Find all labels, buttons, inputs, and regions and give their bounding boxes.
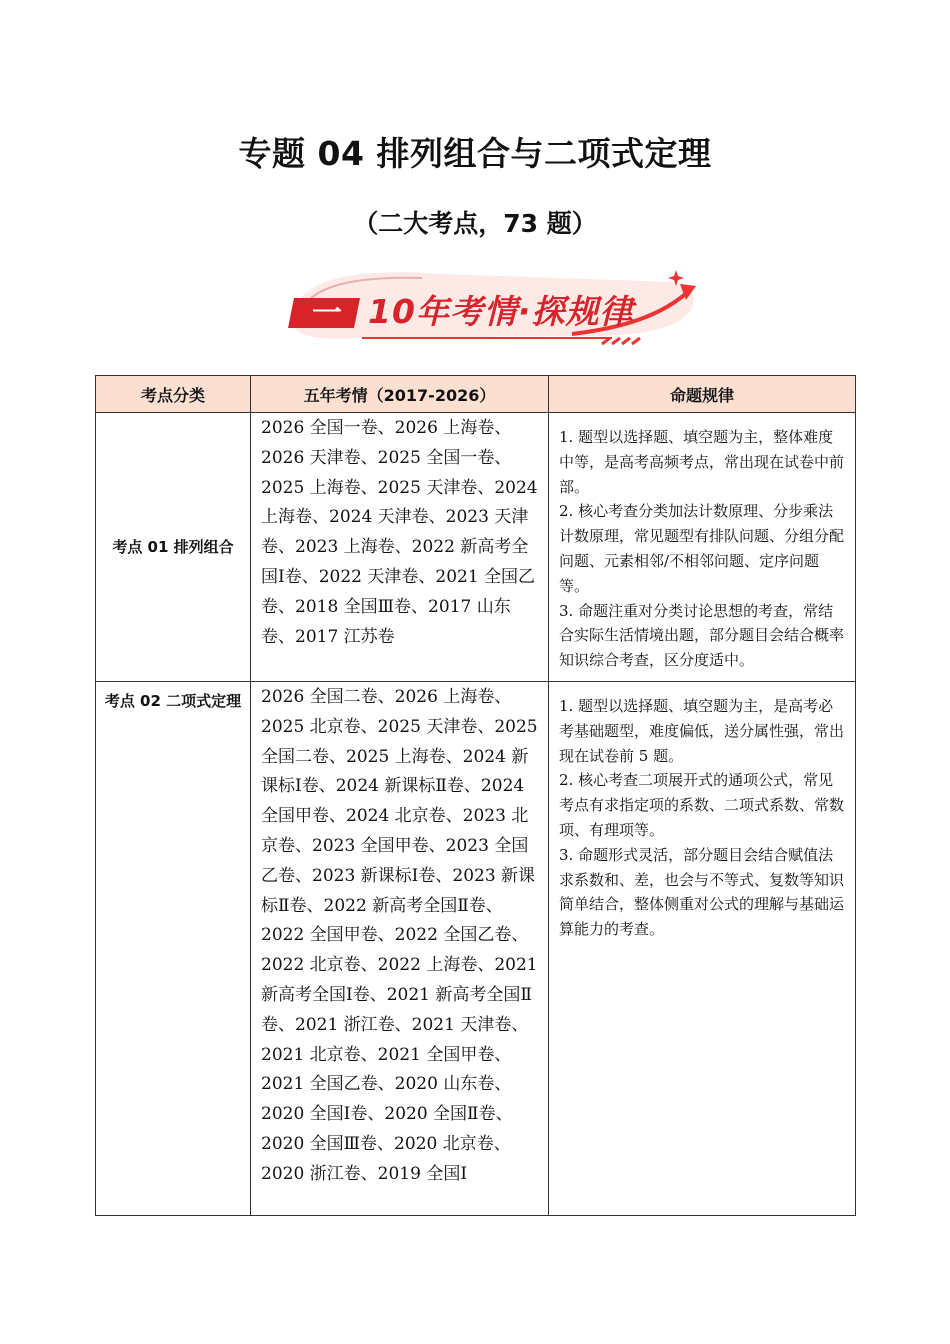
table-header-row [96, 376, 856, 413]
header-rules: 命题规律 [549, 376, 856, 413]
rule-item: 3. 命题注重对分类讨论思想的考查，常结合实际生活情境出题，部分题目会结合概率知识综合考查，区分度适中。 [559, 601, 845, 670]
row-exams: 2026 全国二卷、2026 上海卷、2025 北京卷、2025 天津卷、2025 全国二卷、2025 上海卷、2024 新课标Ⅰ卷、2024 新课标Ⅱ卷、2024 全国甲卷、2024 北京卷、2023 北京卷、2023 全国甲卷、2023 全国乙卷、2023 新课标Ⅰ卷、2023 新课标Ⅱ卷、2022 新高考全国Ⅱ卷、2022 全国甲卷、2022 全国乙卷、2022 北京卷、2022 上海卷、2021 新高考全国Ⅰ卷、2021 新高考全国Ⅱ卷、2021 浙江卷、2021 天津卷、2021 北京卷、2021 全国甲卷、2021 全国乙卷、2020 山东卷、2020 全国Ⅰ卷、2020 全国Ⅱ卷、2020 全国Ⅲ卷、2020 北京卷、2020 浙江卷、2019 全国Ⅰ [251, 681, 549, 1215]
rule-item: 2. 核心考查二项展开式的通项公式，常见考点有求指定项的系数、二项式系数、常数项、有理项等。 [559, 771, 845, 839]
banner-text: 10年考情·探规律 [368, 292, 634, 331]
row-exams: 2026 全国一卷、2026 上海卷、2026 天津卷、2025 全国一卷、2025 上海卷、2025 天津卷、2024 上海卷、2024 天津卷、2023 天津卷、2023 上海卷、2022 新高考全国Ⅰ卷、2022 天津卷、2021 全国乙卷、2018 全国Ⅲ卷、2017 山东卷、2017 江苏卷 [251, 413, 549, 682]
header-exams: 五年考情（2017-2026） [251, 376, 549, 413]
rule-item: 1. 题型以选择题、填空题为主，是高考必考基础题型，难度偏低，送分属性强，常出现在试卷前 5 题。 [559, 696, 845, 765]
rule-item: 2. 核心考查分类加法计数原理、分步乘法计数原理，常见题型有排队问题、分组分配问题、元素相邻/不相邻问题、定序问题等。 [559, 502, 845, 595]
banner-number: 一 [312, 296, 342, 331]
exam-analysis-table [95, 375, 856, 1216]
section-banner [272, 264, 702, 352]
page-title: 专题 04 排列组合与二项式定理 [238, 134, 712, 173]
header-category: 考点分类 [96, 376, 251, 413]
row-category: 考点 02 二项式定理 [96, 681, 251, 1215]
row-rules [549, 681, 856, 1215]
rule-item: 1. 题型以选择题、填空题为主，整体难度中等，是高考高频考点，常出现在试卷中前部。 [559, 428, 845, 496]
row-category: 考点 01 排列组合 [96, 413, 251, 682]
table-row [96, 681, 856, 1215]
page-subtitle: （二大考点，73 题） [353, 209, 597, 238]
row-rules [549, 413, 856, 682]
table-row [96, 413, 856, 682]
rule-item: 3. 命题形式灵活，部分题目会结合赋值法求系数和、差，也会与不等式、复数等知识简单结合，整体侧重对公式的理解与基础运算能力的考查。 [559, 845, 845, 939]
